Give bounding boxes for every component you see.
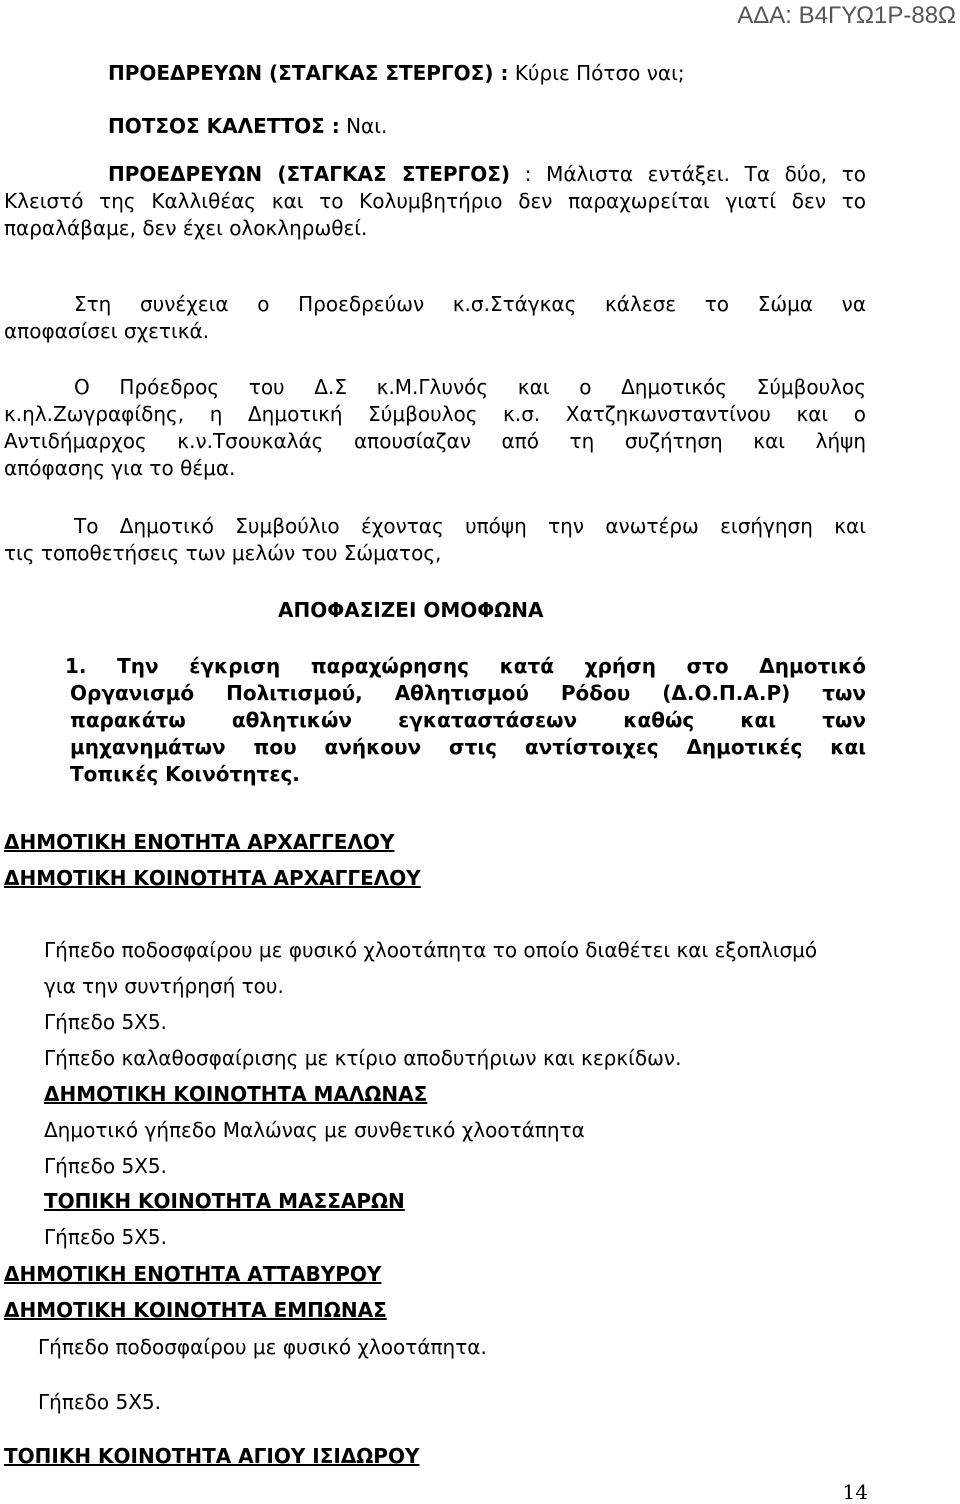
decision-line: 1. Την έγκριση παραχώρησης κατά χρήση στο Δημοτικό (65, 654, 866, 678)
facility-item: Δημοτικό γήπεδο Μαλώνας με συνθετικό χλοοτάπητα (44, 1118, 585, 1142)
facility-item: Γήπεδο 5Χ5. (44, 1010, 168, 1034)
paragraph-line: Το Δημοτικό Συμβούλιο έχοντας υπόψη την ανωτέρω εισήγηση και (74, 514, 866, 538)
paragraph-line: Στη συνέχεια ο Προεδρεύων κ.σ.Στάγκας κάλεσε το Σώμα να (74, 292, 866, 316)
decision-line: μηχανημάτων που ανήκουν στις αντίστοιχες Δημοτικές και (70, 735, 866, 759)
paragraph-absent (4, 374, 866, 482)
facility-item: Γήπεδο 5Χ5. (38, 1390, 162, 1414)
speaker-label: ΠΡΟΕΔΡΕΥΩΝ (ΣΤΑΓΚΑΣ ΣΤΕΡΓΟΣ) (108, 162, 511, 186)
facility-item: για την συντήρησή του. (44, 974, 284, 998)
facility-item: Γήπεδο 5Χ5. (44, 1225, 168, 1249)
heading-community-empona: ΔΗΜΟΤΙΚΗ ΚΟΙΝΟΤΗΤΑ ΕΜΠΩΝΑΣ (4, 1298, 387, 1322)
decision-line: Τοπικές Κοινότητες. (70, 762, 300, 786)
heading-unit-archangelos: ΔΗΜΟΤΙΚΗ ΕΝΟΤΗΤΑ ΑΡΧΑΓΓΕΛΟΥ (4, 830, 395, 854)
heading-community-archangelos: ΔΗΜΟΤΙΚΗ ΚΟΙΝΟΤΗΤΑ ΑΡΧΑΓΓΕΛΟΥ (4, 866, 421, 890)
facility-item: Γήπεδο 5Χ5. (44, 1154, 168, 1178)
speaker-label: ΠΡΟΕΔΡΕΥΩΝ (ΣΤΑΓΚΑΣ ΣΤΕΡΓΟΣ) : (108, 61, 509, 85)
paragraph-line: Αντιδήμαρχος κ.ν.Τσουκαλάς απουσίαζαν από τη συζήτηση και λήψη (4, 429, 866, 453)
heading-community-malona: ΔΗΜΟΤΙΚΗ ΚΟΙΝΟΤΗΤΑ ΜΑΛΩΝΑΣ (44, 1082, 428, 1106)
paragraph-line: αποφασίσει σχετικά. (4, 319, 210, 343)
paragraph-line: Ο Πρόεδρος του Δ.Σ κ.Μ.Γλυνός και ο Δημοτικός Σύμβουλος (74, 375, 866, 399)
decision-line: παρακάτω αθλητικών εγκαταστάσεων καθώς και των (70, 708, 866, 732)
heading-unit-attavyros: ΔΗΜΟΤΙΚΗ ΕΝΟΤΗΤΑ ΑΤΤΑΒΥΡΟΥ (4, 1262, 382, 1286)
facility-item: Γήπεδο καλαθοσφαίρισης με κτίριο αποδυτήριων και κερκίδων. (44, 1046, 682, 1070)
decision-line: Οργανισμό Πολιτισμού, Αθλητισμού Ρόδου (Δ.Ο.Π.Α.Ρ) των (70, 681, 866, 705)
decision-item (65, 653, 866, 788)
speech-text: Κύριε Πότσο ναι; (514, 61, 685, 85)
exchange-line-3 (4, 161, 866, 242)
speaker-label: ΠΟΤΣΟΣ ΚΑΛΕΤΤΟΣ : (108, 114, 340, 138)
exchange-line-1 (108, 60, 685, 87)
paragraph-council (4, 513, 866, 567)
paragraph-line: κ.ηλ.Ζωγραφίδης, η Δημοτική Σύμβουλος κ.σ. Χατζηκωνσταντίνου και ο (4, 402, 866, 426)
facility-item: Γήπεδο ποδοσφαίρου με φυσικό χλοοτάπητα το οποίο διαθέτει και εξοπλισμό (44, 938, 818, 962)
paragraph-line: απόφασης για το θέμα. (4, 456, 236, 480)
paragraph-line: τις τοποθετήσεις των μελών του Σώματος, (4, 541, 442, 565)
speech-text: Κλειστό της Καλλιθέας και το Κολυμβητήριο δεν παραχωρείται γιατί δεν το (4, 189, 866, 213)
page-number: 14 (842, 1480, 868, 1504)
heading-local-massari: ΤΟΠΙΚΗ ΚΟΙΝΟΤΗΤΑ ΜΑΣΣΑΡΩΝ (44, 1189, 405, 1213)
paragraph-vote (4, 291, 866, 345)
exchange-line-2 (108, 113, 387, 140)
ada-code: ΑΔΑ: Β4ΓΥΩ1Ρ-88Ω (737, 2, 956, 29)
speech-text: παραλάβαμε, δεν έχει ολοκληρωθεί. (4, 216, 368, 240)
heading-local-agios-isidoros: ΤΟΠΙΚΗ ΚΟΙΝΟΤΗΤΑ ΑΓΙΟΥ ΙΣΙΔΩΡΟΥ (4, 1444, 420, 1468)
speech-text: Ναι. (346, 114, 388, 138)
facility-item: Γήπεδο ποδοσφαίρου με φυσικό χλοοτάπητα. (38, 1335, 487, 1359)
speech-text: : Μάλιστα εντάξει. Τα δύο, το (510, 162, 866, 186)
decision-heading: ΑΠΟΦΑΣΙΖΕΙ ΟΜΟΦΩΝΑ (278, 598, 544, 622)
